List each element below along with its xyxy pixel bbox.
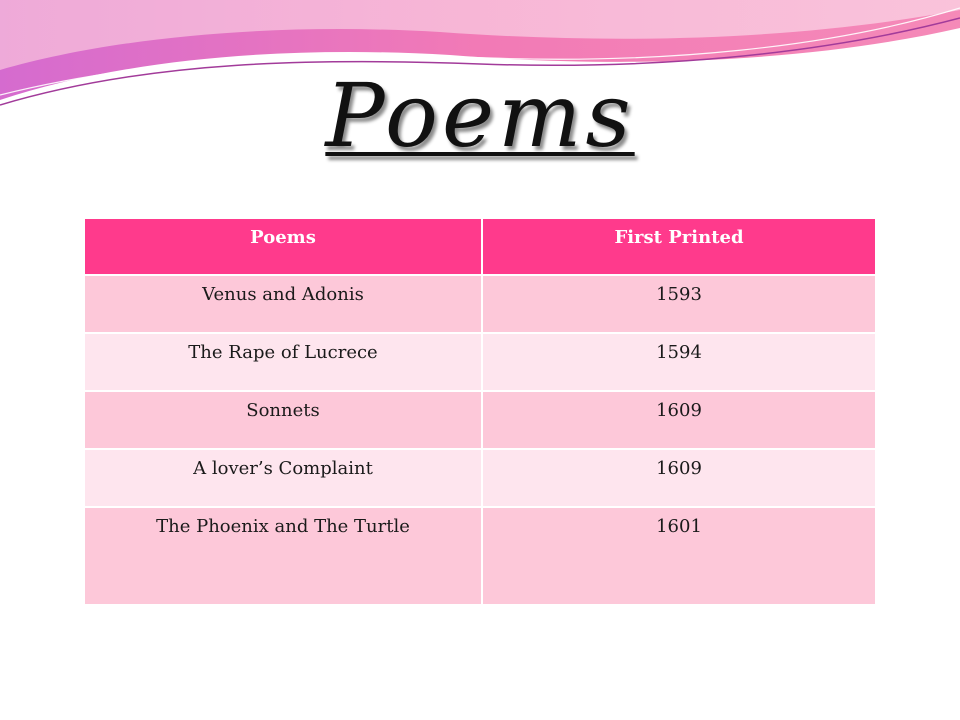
table-row — [84, 449, 876, 507]
table-row — [84, 507, 876, 605]
cell-poem: The Phoenix and The Turtle — [84, 507, 482, 605]
slide-title: Poems — [325, 64, 635, 167]
cell-year: 1593 — [482, 275, 876, 333]
cell-poem: The Rape of Lucrece — [84, 333, 482, 391]
table-row — [84, 275, 876, 333]
header-first-printed: First Printed — [482, 218, 876, 275]
cell-poem: Venus and Adonis — [84, 275, 482, 333]
cell-poem: A lover’s Complaint — [84, 449, 482, 507]
cell-year: 1609 — [482, 391, 876, 449]
cell-year: 1594 — [482, 333, 876, 391]
table-row — [84, 391, 876, 449]
cell-poem: Sonnets — [84, 391, 482, 449]
table-header-row — [84, 218, 876, 275]
cell-year: 1601 — [482, 507, 876, 605]
poems-table — [83, 217, 877, 606]
header-poems: Poems — [84, 218, 482, 275]
cell-year: 1609 — [482, 449, 876, 507]
table-row — [84, 333, 876, 391]
